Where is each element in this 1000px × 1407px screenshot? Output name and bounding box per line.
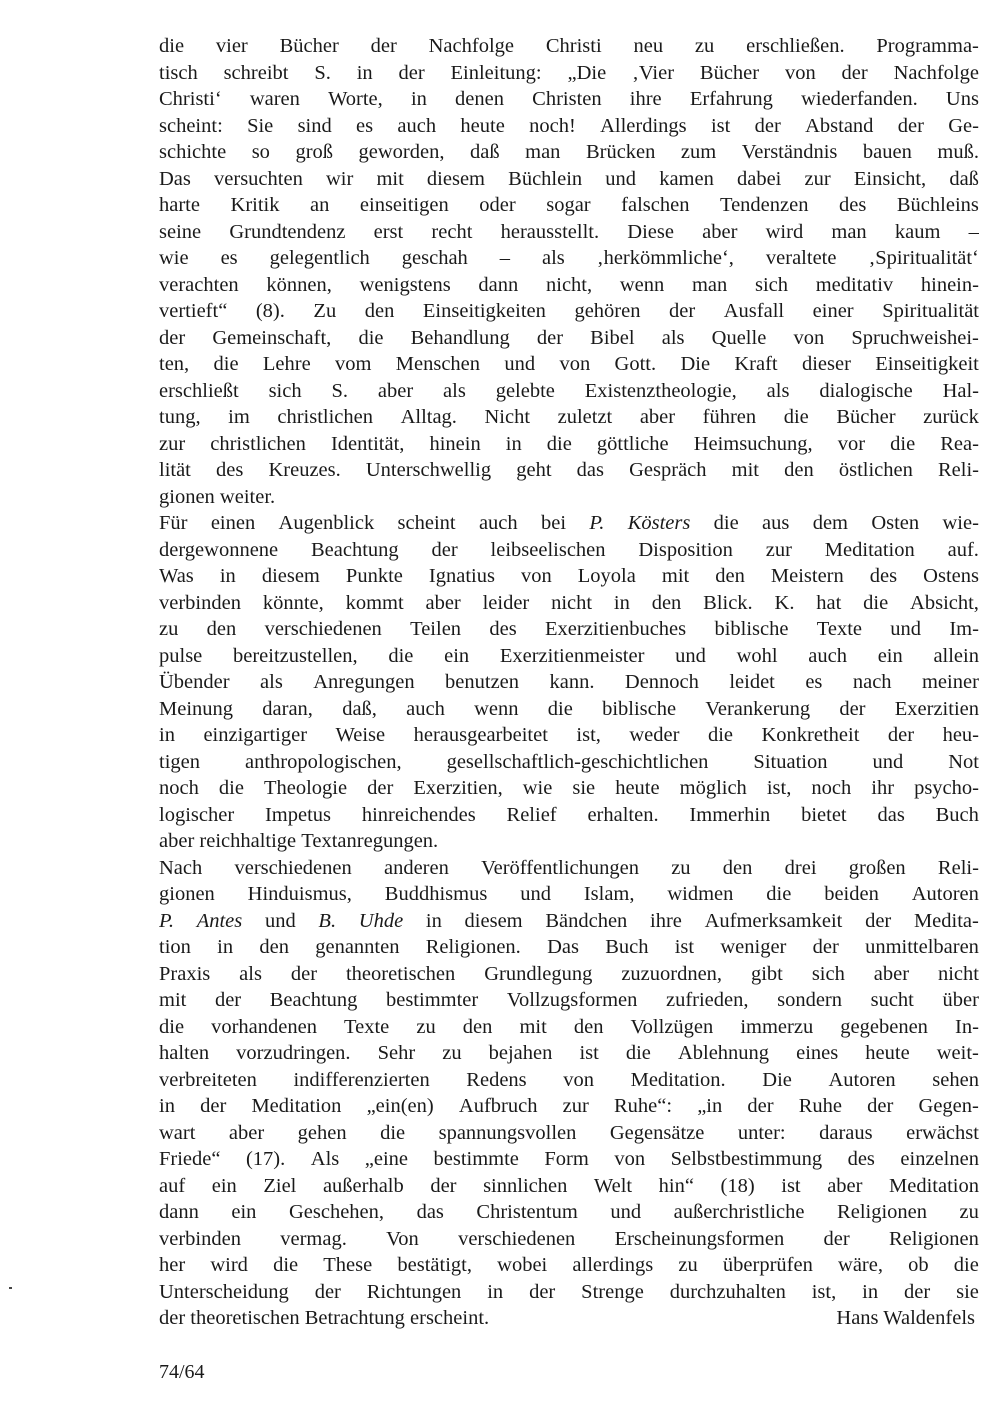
text-line: Unterscheidung der Richtungen in der Strenge durchzuhalten ist, in der sie	[159, 1280, 979, 1303]
text-line: Übender als Anregungen benutzen kann. Dennoch leidet es nach meiner	[159, 671, 979, 693]
text-line: zur christlichen Identität, hinein in die göttliche Heimsuchung, vor die Rea-	[159, 432, 979, 455]
text-line: auf ein Ziel außerhalb der sinnlichen Welt hin“ (18) ist aber Meditation	[159, 1174, 979, 1197]
text-line: wart aber gehen die spannungsvollen Gegensätze unter: daraus erwächst	[159, 1121, 979, 1144]
text-line: dergewonnene Beachtung der leibseelischen Disposition zur Meditation auf.	[159, 538, 979, 561]
text-line: erschließt sich S. aber als gelebte Existenztheologie, als dialogische Hal-	[159, 379, 979, 402]
text-line: harte Kritik an einseitigen oder sogar falschen Tendenzen des Büchleins	[159, 194, 979, 216]
text-line: Das versuchten wir mit diesem Büchlein und kamen dabei zur Einsicht, daß	[159, 167, 979, 190]
text-line: schichte so groß geworden, daß man Brücken zum Verständnis bauen muß.	[159, 141, 979, 163]
text-line: Was in diesem Punkte Ignatius von Loyola mit den Meistern des Ostens	[159, 565, 979, 587]
text-line: verbreiteten indifferenzierten Redens von Meditation. Die Autoren sehen	[159, 1068, 979, 1091]
text-line: ten, die Lehre vom Menschen und von Gott. Die Kraft dieser Einseitigkeit	[159, 353, 979, 375]
text-line: wie es gelegentlich geschah – als ‚herkömmliche‘, veraltete ‚Spiritualität‘	[159, 247, 979, 269]
text-line: her wird die These bestätigt, wobei allerdings zu überprüfen wäre, ob die	[159, 1254, 979, 1276]
paragraph	[159, 510, 979, 855]
text-line: Nach verschiedenen anderen Veröffentlichungen zu den drei großen Reli-	[159, 856, 979, 879]
text-line: vertieft“ (8). Zu den Einseitigkeiten gehören der Ausfall einer Spiritualität	[159, 300, 979, 322]
text-line: tung, im christlichen Alltag. Nicht zuletzt aber führen die Bücher zurück	[159, 406, 979, 428]
page-number: 74/64	[159, 1361, 205, 1383]
text-line: in einzigartiger Weise herausgearbeitet ist, weder die Konkretheit der heu-	[159, 724, 979, 746]
text-line: pulse bereitzustellen, die ein Exerzitienmeister und wohl auch ein allein	[159, 644, 979, 667]
text-line: in der Meditation „ein(en) Aufbruch zur Ruhe“: „in der Ruhe der Gegen-	[159, 1095, 979, 1117]
text-line: zu den verschiedenen Teilen des Exerzitienbuches biblische Texte und Im-	[159, 618, 979, 640]
text-line: tigen anthropologischen, gesellschaftlich-geschichtlichen Situation und Not	[159, 750, 979, 773]
text-line: der Gemeinschaft, die Behandlung der Bibel als Quelle von Spruchweishei-	[159, 326, 979, 349]
paragraph	[159, 855, 979, 1306]
text-line: verachten können, wenigstens dann nicht, wenn man sich meditativ hinein-	[159, 273, 979, 296]
text-line: die vorhandenen Texte zu den mit den Vollzügen immerzu gegebenen In-	[159, 1015, 979, 1038]
text-line: verbinden vermag. Von verschiedenen Erscheinungsformen der Religionen	[159, 1227, 979, 1250]
text-line: tion in den genannten Religionen. Das Buch ist weniger der unmittelbaren	[159, 936, 979, 958]
text-line: mit der Beachtung bestimmter Vollzugsformen zufrieden, sondern sucht über	[159, 989, 979, 1011]
paragraph	[159, 33, 979, 510]
text-line: die vier Bücher der Nachfolge Christi neu zu erschließen. Programma-	[159, 35, 979, 57]
text-line: lität des Kreuzes. Unterschwellig geht das Gespräch mit den östlichen Reli-	[159, 459, 979, 481]
text-line: halten vorzudringen. Sehr zu bejahen ist die Ablehnung eines heute weit-	[159, 1042, 979, 1064]
scan-speck	[9, 1287, 12, 1289]
closing-sentence: der theoretischen Betrachtung erscheint.	[159, 1307, 490, 1329]
text-line: verbinden könnte, kommt aber leider nicht in den Blick. K. hat die Absicht,	[159, 591, 979, 614]
text-line: noch die Theologie der Exerzitien, wie sie heute möglich ist, noch ihr psycho-	[159, 777, 979, 799]
text-line: aber reichhaltige Textanregungen.	[159, 830, 439, 852]
text-line: Für einen Augenblick scheint auch bei P. Kösters die aus dem Osten wie-	[159, 512, 979, 534]
text-line: dann ein Geschehen, das Christentum und außerchristliche Religionen zu	[159, 1201, 979, 1223]
text-line: P. Antes und B. Uhde in diesem Bändchen ihre Aufmerksamkeit der Medita-	[159, 909, 979, 932]
text-line: Meinung daran, daß, auch wenn die biblische Verankerung der Exerzitien	[159, 697, 979, 720]
text-line: Praxis als der theoretischen Grundlegung zuzuordnen, gibt sich aber nicht	[159, 962, 979, 985]
text-line: logischer Impetus hinreichendes Relief erhalten. Immerhin bietet das Buch	[159, 803, 979, 826]
text-line: Christi‘ waren Worte, in denen Christen ihre Erfahrung wiederfanden. Uns	[159, 88, 979, 110]
text-line: scheint: Sie sind es auch heute noch! Allerdings ist der Abstand der Ge-	[159, 114, 979, 137]
closing-line	[159, 1305, 979, 1332]
text-line: gionen weiter.	[159, 485, 276, 508]
text-line: Friede“ (17). Als „eine bestimmte Form von Selbstbestimmung des einzelnen	[159, 1148, 979, 1170]
text-line: tisch schreibt S. in der Einleitung: „Die ‚Vier Bücher von der Nachfolge	[159, 61, 979, 84]
review-text	[159, 33, 979, 1332]
text-line: gionen Hinduismus, Buddhismus und Islam, widmen die beiden Autoren	[159, 883, 979, 905]
author-signature: Hans Waldenfels	[836, 1307, 975, 1329]
text-line: seine Grundtendenz erst recht herausstellt. Diese aber wird man kaum –	[159, 220, 979, 243]
